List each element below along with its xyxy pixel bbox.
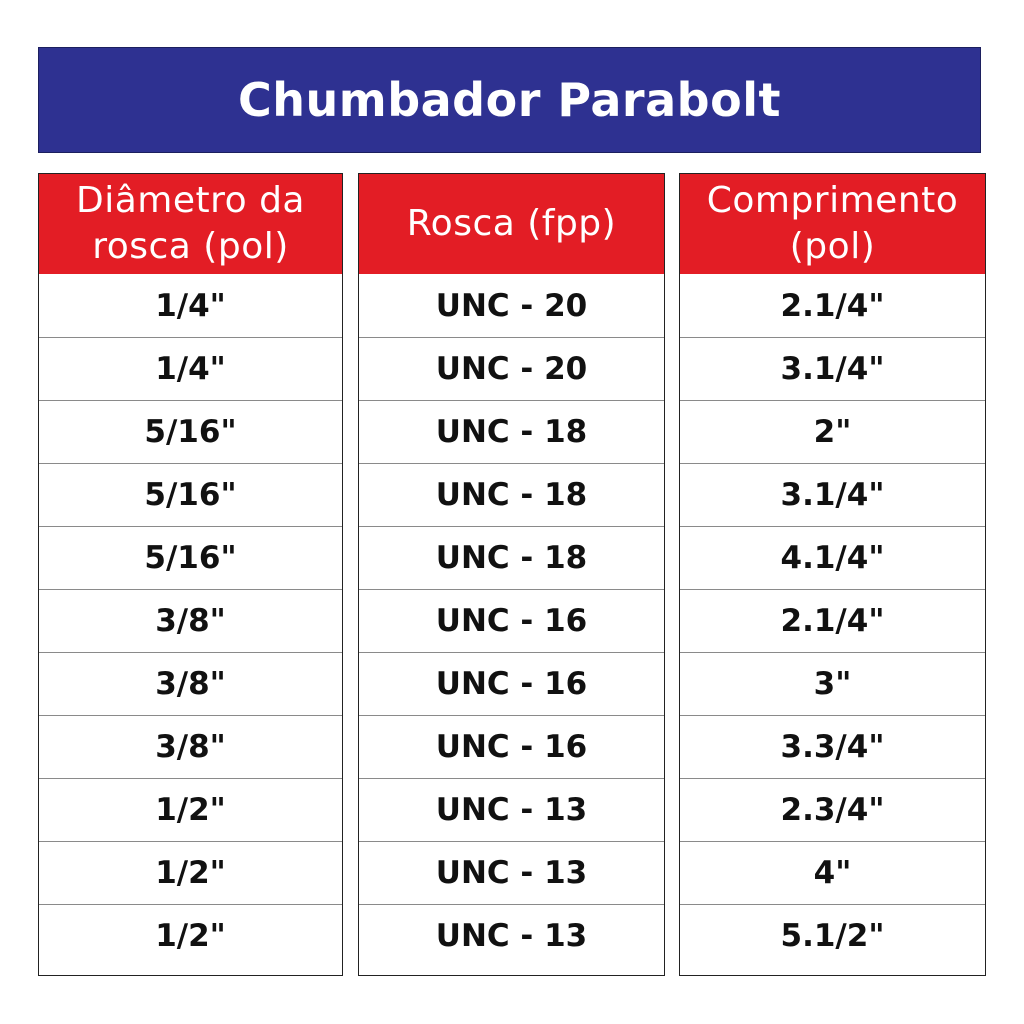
title-banner <box>38 47 981 153</box>
table-cell: 1/2" <box>39 778 342 841</box>
table-cell: 3/8" <box>39 589 342 652</box>
table-cell: 2.3/4" <box>680 778 985 841</box>
table-cell: 1/2" <box>39 904 342 967</box>
table-cell: UNC - 18 <box>359 400 664 463</box>
table-cell: 1/2" <box>39 841 342 904</box>
table-cell: 5.1/2" <box>680 904 985 967</box>
column-header-length: Comprimento (pol) <box>680 174 985 274</box>
table-cell: 5/16" <box>39 400 342 463</box>
table-cell: UNC - 18 <box>359 526 664 589</box>
table-cell: 3/8" <box>39 715 342 778</box>
table-cell: UNC - 13 <box>359 841 664 904</box>
column-cells-thread-diameter <box>39 274 342 967</box>
table-cell: 1/4" <box>155 287 226 324</box>
column-thread-diameter <box>38 173 343 976</box>
table-cell: 2.1/4" <box>780 287 885 324</box>
table-cell: 5/16" <box>39 526 342 589</box>
table-cell: 3/8" <box>39 652 342 715</box>
table-cell: UNC - 18 <box>359 463 664 526</box>
column-cells-length <box>680 274 985 967</box>
table-cell: 2" <box>680 400 985 463</box>
column-cells-thread-pitch <box>359 274 664 967</box>
page-title: Chumbador Parabolt <box>238 73 781 127</box>
column-length <box>679 173 986 976</box>
table-cell: 3.1/4" <box>680 337 985 400</box>
table-cell: UNC - 16 <box>359 589 664 652</box>
table-cell: 4.1/4" <box>680 526 985 589</box>
table-cell: 3.1/4" <box>680 463 985 526</box>
table-cell: UNC - 13 <box>359 904 664 967</box>
table-cell: UNC - 20 <box>435 287 588 324</box>
column-thread-pitch <box>358 173 665 976</box>
column-header-thread-pitch: Rosca (fpp) <box>359 174 664 274</box>
table-cell: 1/4" <box>39 337 342 400</box>
table-cell: UNC - 16 <box>359 715 664 778</box>
table-cell: 5/16" <box>39 463 342 526</box>
table-cell: 3" <box>680 652 985 715</box>
table-cell: UNC - 13 <box>359 778 664 841</box>
table-cell: UNC - 16 <box>359 652 664 715</box>
table-cell: 2.1/4" <box>680 589 985 652</box>
table-cell: 4" <box>680 841 985 904</box>
table-cell: UNC - 20 <box>359 337 664 400</box>
column-header-thread-diameter: Diâmetro da rosca (pol) <box>39 174 342 274</box>
table-cell: 3.3/4" <box>680 715 985 778</box>
